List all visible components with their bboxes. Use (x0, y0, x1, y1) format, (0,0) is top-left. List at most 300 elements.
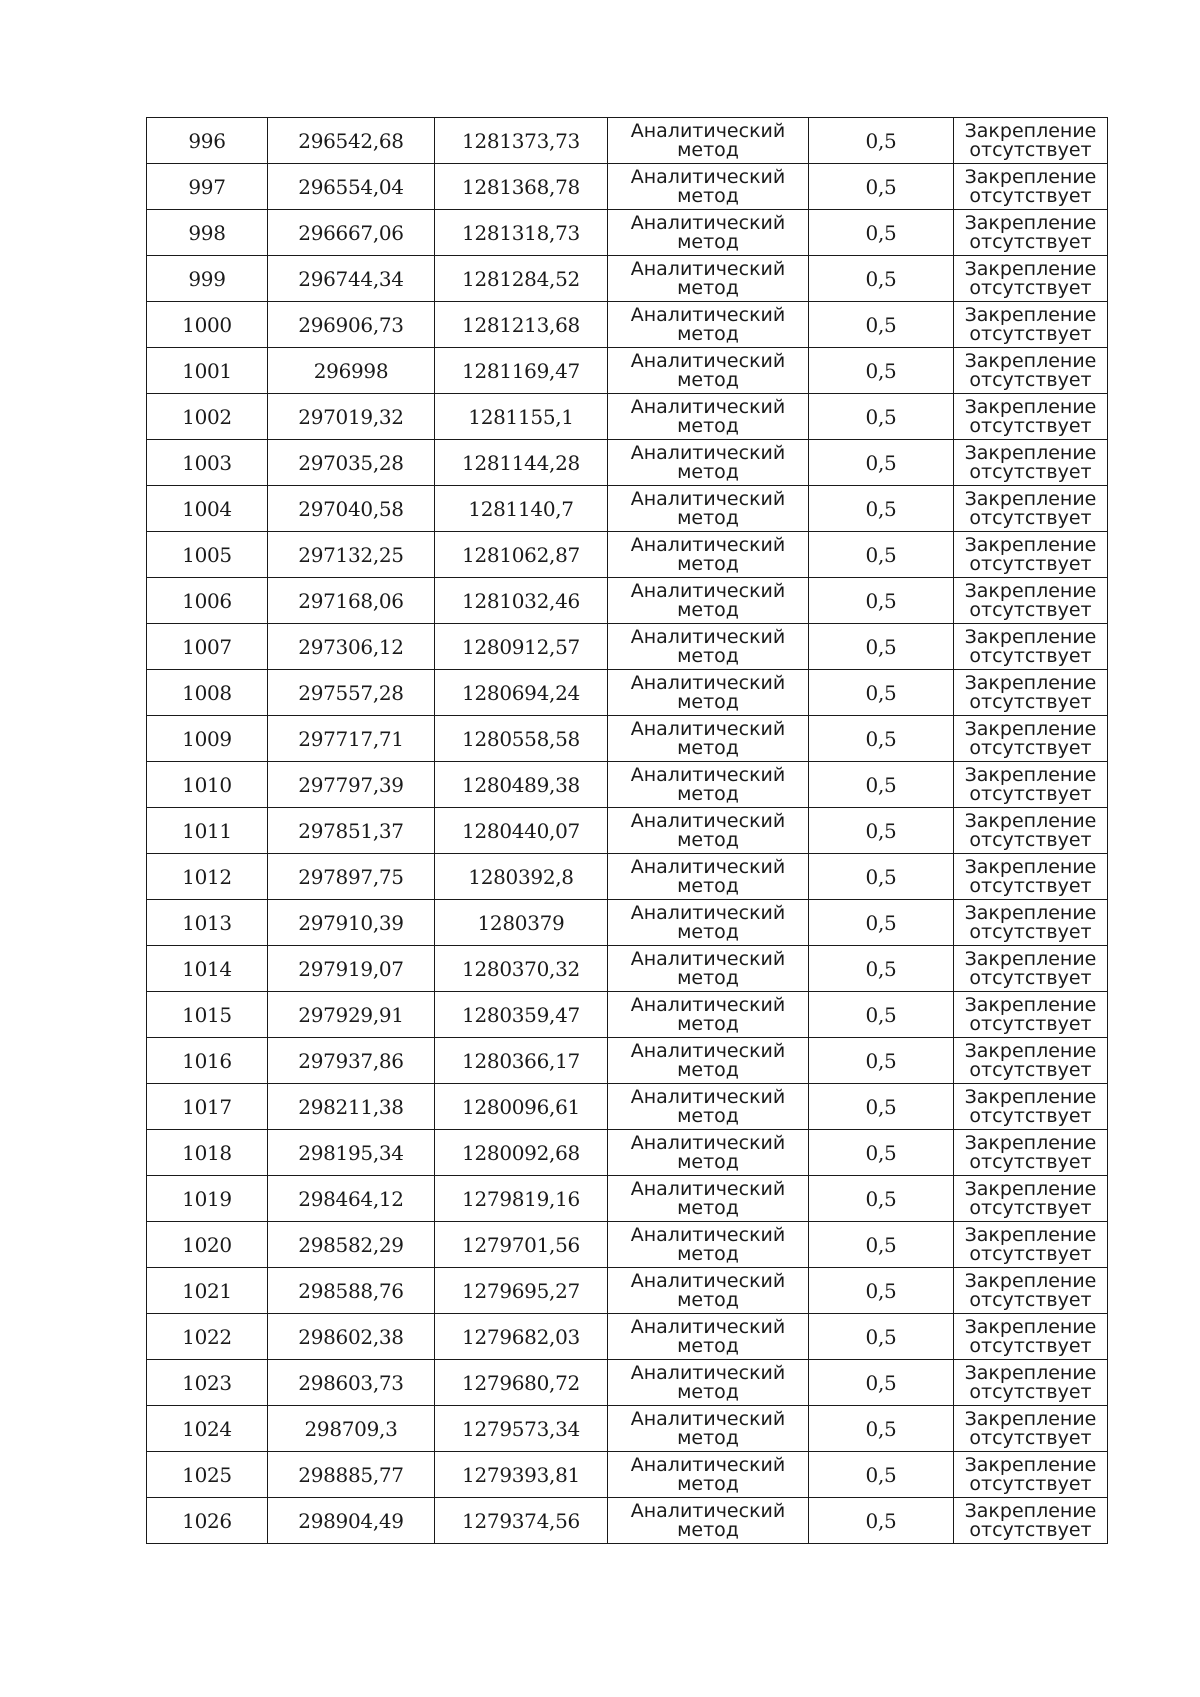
table-row (147, 946, 1108, 992)
fixing-cell (954, 164, 1108, 210)
method-line-1: Аналитический (630, 395, 786, 418)
fixing-cell (954, 118, 1108, 164)
accuracy-cell: 0,5 (809, 302, 954, 348)
point-number-cell: 1023 (147, 1360, 268, 1406)
table-row (147, 1084, 1108, 1130)
point-number-cell: 1021 (147, 1268, 268, 1314)
point-number-cell: 997 (147, 164, 268, 210)
point-number-cell: 1002 (147, 394, 268, 440)
fixing-line-2: отсутствует (969, 1288, 1092, 1311)
method-line-1: Аналитический (630, 119, 786, 142)
point-number-cell: 996 (147, 118, 268, 164)
fixing-line-2: отсутствует (969, 414, 1092, 437)
method-line-2: метод (677, 1104, 739, 1127)
point-number-cell: 1006 (147, 578, 268, 624)
method-cell (608, 256, 809, 302)
method-cell (608, 670, 809, 716)
fixing-line-2: отсутствует (969, 138, 1092, 161)
point-number-cell: 1004 (147, 486, 268, 532)
table-row (147, 532, 1108, 578)
method-line-1: Аналитический (630, 1039, 786, 1062)
y-coordinate-cell: 1280366,17 (435, 1038, 608, 1084)
x-coordinate-cell: 297919,07 (268, 946, 435, 992)
accuracy-cell: 0,5 (809, 992, 954, 1038)
x-coordinate-cell: 296542,68 (268, 118, 435, 164)
method-line-1: Аналитический (630, 487, 786, 510)
fixing-line-1: Закрепление (964, 625, 1097, 648)
fixing-line-2: отсутствует (969, 828, 1092, 851)
fixing-line-1: Закрепление (964, 487, 1097, 510)
fixing-line-1: Закрепление (964, 1177, 1097, 1200)
method-cell (608, 486, 809, 532)
fixing-cell (954, 762, 1108, 808)
fixing-line-1: Закрепление (964, 349, 1097, 372)
x-coordinate-cell: 297306,12 (268, 624, 435, 670)
method-line-2: метод (677, 644, 739, 667)
x-coordinate-cell: 298211,38 (268, 1084, 435, 1130)
fixing-line-2: отсутствует (969, 1104, 1092, 1127)
fixing-cell (954, 578, 1108, 624)
fixing-line-2: отсутствует (969, 230, 1092, 253)
fixing-cell (954, 808, 1108, 854)
point-number-cell: 1026 (147, 1498, 268, 1544)
fixing-line-1: Закрепление (964, 1269, 1097, 1292)
fixing-line-1: Закрепление (964, 717, 1097, 740)
method-line-2: метод (677, 1288, 739, 1311)
fixing-line-2: отсутствует (969, 460, 1092, 483)
point-number-cell: 1024 (147, 1406, 268, 1452)
method-cell (608, 992, 809, 1038)
point-number-cell: 1015 (147, 992, 268, 1038)
y-coordinate-cell: 1279701,56 (435, 1222, 608, 1268)
fixing-line-1: Закрепление (964, 1453, 1097, 1476)
table-row (147, 210, 1108, 256)
fixing-line-2: отсутствует (969, 644, 1092, 667)
point-number-cell: 1018 (147, 1130, 268, 1176)
accuracy-cell: 0,5 (809, 210, 954, 256)
x-coordinate-cell: 296667,06 (268, 210, 435, 256)
table-row (147, 256, 1108, 302)
fixing-line-1: Закрепление (964, 1315, 1097, 1338)
fixing-line-2: отсутствует (969, 874, 1092, 897)
y-coordinate-cell: 1280558,58 (435, 716, 608, 762)
x-coordinate-cell: 297557,28 (268, 670, 435, 716)
table-row (147, 348, 1108, 394)
point-number-cell: 1012 (147, 854, 268, 900)
table-row (147, 164, 1108, 210)
method-line-2: метод (677, 736, 739, 759)
x-coordinate-cell: 297851,37 (268, 808, 435, 854)
x-coordinate-cell: 297910,39 (268, 900, 435, 946)
fixing-line-1: Закрепление (964, 993, 1097, 1016)
accuracy-cell: 0,5 (809, 1084, 954, 1130)
x-coordinate-cell: 296906,73 (268, 302, 435, 348)
method-line-2: метод (677, 1472, 739, 1495)
fixing-cell (954, 302, 1108, 348)
method-cell (608, 624, 809, 670)
fixing-cell (954, 1314, 1108, 1360)
method-cell (608, 716, 809, 762)
x-coordinate-cell: 297929,91 (268, 992, 435, 1038)
method-line-2: метод (677, 966, 739, 989)
fixing-line-1: Закрепление (964, 441, 1097, 464)
y-coordinate-cell: 1279819,16 (435, 1176, 608, 1222)
method-line-1: Аналитический (630, 1269, 786, 1292)
y-coordinate-cell: 1280379 (435, 900, 608, 946)
method-line-1: Аналитический (630, 947, 786, 970)
table-row (147, 1360, 1108, 1406)
table-row (147, 900, 1108, 946)
accuracy-cell: 0,5 (809, 946, 954, 992)
y-coordinate-cell: 1281169,47 (435, 348, 608, 394)
fixing-line-2: отсутствует (969, 1334, 1092, 1357)
x-coordinate-cell: 298885,77 (268, 1452, 435, 1498)
accuracy-cell: 0,5 (809, 1222, 954, 1268)
method-line-1: Аналитический (630, 303, 786, 326)
y-coordinate-cell: 1281373,73 (435, 118, 608, 164)
method-cell (608, 1038, 809, 1084)
table-row (147, 992, 1108, 1038)
fixing-line-2: отсутствует (969, 276, 1092, 299)
table-row (147, 624, 1108, 670)
fixing-line-2: отсутствует (969, 782, 1092, 805)
y-coordinate-cell: 1280489,38 (435, 762, 608, 808)
y-coordinate-cell: 1280912,57 (435, 624, 608, 670)
table-row (147, 394, 1108, 440)
method-line-1: Аналитический (630, 671, 786, 694)
accuracy-cell: 0,5 (809, 578, 954, 624)
point-number-cell: 1022 (147, 1314, 268, 1360)
fixing-cell (954, 394, 1108, 440)
y-coordinate-cell: 1280092,68 (435, 1130, 608, 1176)
method-cell (608, 1406, 809, 1452)
fixing-cell (954, 624, 1108, 670)
method-cell (608, 394, 809, 440)
accuracy-cell: 0,5 (809, 716, 954, 762)
accuracy-cell: 0,5 (809, 624, 954, 670)
fixing-line-2: отсутствует (969, 1196, 1092, 1219)
fixing-cell (954, 854, 1108, 900)
method-line-1: Аналитический (630, 441, 786, 464)
fixing-line-1: Закрепление (964, 1085, 1097, 1108)
y-coordinate-cell: 1281213,68 (435, 302, 608, 348)
fixing-line-1: Закрепление (964, 1131, 1097, 1154)
table-row (147, 118, 1108, 164)
point-number-cell: 1007 (147, 624, 268, 670)
y-coordinate-cell: 1280370,32 (435, 946, 608, 992)
method-cell (608, 1176, 809, 1222)
method-line-1: Аналитический (630, 625, 786, 648)
y-coordinate-cell: 1279374,56 (435, 1498, 608, 1544)
method-line-2: метод (677, 874, 739, 897)
method-cell (608, 1084, 809, 1130)
accuracy-cell: 0,5 (809, 1130, 954, 1176)
method-cell (608, 532, 809, 578)
fixing-cell (954, 716, 1108, 762)
fixing-line-1: Закрепление (964, 671, 1097, 694)
method-line-2: метод (677, 138, 739, 161)
x-coordinate-cell: 298709,3 (268, 1406, 435, 1452)
method-line-1: Аналитический (630, 1499, 786, 1522)
x-coordinate-cell: 296554,04 (268, 164, 435, 210)
point-number-cell: 1025 (147, 1452, 268, 1498)
x-coordinate-cell: 297717,71 (268, 716, 435, 762)
point-number-cell: 999 (147, 256, 268, 302)
x-coordinate-cell: 297132,25 (268, 532, 435, 578)
accuracy-cell: 0,5 (809, 670, 954, 716)
table-row (147, 302, 1108, 348)
accuracy-cell: 0,5 (809, 440, 954, 486)
method-cell (608, 440, 809, 486)
fixing-cell (954, 532, 1108, 578)
x-coordinate-cell: 297019,32 (268, 394, 435, 440)
fixing-line-1: Закрепление (964, 579, 1097, 602)
method-line-2: метод (677, 598, 739, 621)
x-coordinate-cell: 297797,39 (268, 762, 435, 808)
method-line-1: Аналитический (630, 1131, 786, 1154)
method-line-2: метод (677, 460, 739, 483)
fixing-cell (954, 348, 1108, 394)
method-line-2: метод (677, 1334, 739, 1357)
point-number-cell: 1016 (147, 1038, 268, 1084)
method-line-1: Аналитический (630, 1223, 786, 1246)
x-coordinate-cell: 298464,12 (268, 1176, 435, 1222)
method-line-2: метод (677, 230, 739, 253)
x-coordinate-cell: 298195,34 (268, 1130, 435, 1176)
accuracy-cell: 0,5 (809, 394, 954, 440)
point-number-cell: 1019 (147, 1176, 268, 1222)
fixing-line-1: Закрепление (964, 809, 1097, 832)
y-coordinate-cell: 1281284,52 (435, 256, 608, 302)
fixing-line-2: отсутствует (969, 1380, 1092, 1403)
fixing-cell (954, 1360, 1108, 1406)
point-number-cell: 1005 (147, 532, 268, 578)
x-coordinate-cell: 298603,73 (268, 1360, 435, 1406)
y-coordinate-cell: 1280096,61 (435, 1084, 608, 1130)
accuracy-cell: 0,5 (809, 164, 954, 210)
method-cell (608, 1222, 809, 1268)
table-row (147, 1130, 1108, 1176)
accuracy-cell: 0,5 (809, 118, 954, 164)
fixing-line-2: отсутствует (969, 1150, 1092, 1173)
x-coordinate-cell: 296998 (268, 348, 435, 394)
y-coordinate-cell: 1280694,24 (435, 670, 608, 716)
method-cell (608, 348, 809, 394)
x-coordinate-cell: 296744,34 (268, 256, 435, 302)
fixing-line-1: Закрепление (964, 1499, 1097, 1522)
accuracy-cell: 0,5 (809, 1360, 954, 1406)
y-coordinate-cell: 1280359,47 (435, 992, 608, 1038)
fixing-line-2: отсутствует (969, 1058, 1092, 1081)
accuracy-cell: 0,5 (809, 1038, 954, 1084)
method-line-1: Аналитический (630, 1453, 786, 1476)
fixing-cell (954, 1268, 1108, 1314)
fixing-cell (954, 1452, 1108, 1498)
accuracy-cell: 0,5 (809, 1406, 954, 1452)
x-coordinate-cell: 298588,76 (268, 1268, 435, 1314)
accuracy-cell: 0,5 (809, 256, 954, 302)
method-cell (608, 1498, 809, 1544)
method-line-2: метод (677, 782, 739, 805)
fixing-cell (954, 1498, 1108, 1544)
fixing-cell (954, 992, 1108, 1038)
method-line-1: Аналитический (630, 809, 786, 832)
x-coordinate-cell: 297897,75 (268, 854, 435, 900)
fixing-line-2: отсутствует (969, 322, 1092, 345)
method-line-2: метод (677, 322, 739, 345)
fixing-cell (954, 1222, 1108, 1268)
point-number-cell: 1008 (147, 670, 268, 716)
fixing-cell (954, 210, 1108, 256)
fixing-cell (954, 670, 1108, 716)
method-line-2: метод (677, 414, 739, 437)
fixing-cell (954, 1130, 1108, 1176)
method-line-2: метод (677, 920, 739, 943)
fixing-cell (954, 1176, 1108, 1222)
x-coordinate-cell: 298582,29 (268, 1222, 435, 1268)
y-coordinate-cell: 1281368,78 (435, 164, 608, 210)
method-line-1: Аналитический (630, 717, 786, 740)
y-coordinate-cell: 1281140,7 (435, 486, 608, 532)
method-line-1: Аналитический (630, 855, 786, 878)
method-cell (608, 808, 809, 854)
accuracy-cell: 0,5 (809, 532, 954, 578)
fixing-cell (954, 256, 1108, 302)
method-line-2: метод (677, 828, 739, 851)
x-coordinate-cell: 297168,06 (268, 578, 435, 624)
accuracy-cell: 0,5 (809, 1498, 954, 1544)
fixing-cell (954, 1406, 1108, 1452)
method-line-1: Аналитический (630, 349, 786, 372)
accuracy-cell: 0,5 (809, 808, 954, 854)
table-row (147, 762, 1108, 808)
table-row (147, 1498, 1108, 1544)
method-line-1: Аналитический (630, 579, 786, 602)
fixing-line-1: Закрепление (964, 901, 1097, 924)
method-line-2: метод (677, 1426, 739, 1449)
fixing-line-1: Закрепление (964, 1361, 1097, 1384)
fixing-line-2: отсутствует (969, 1426, 1092, 1449)
y-coordinate-cell: 1279680,72 (435, 1360, 608, 1406)
accuracy-cell: 0,5 (809, 1452, 954, 1498)
fixing-line-2: отсутствует (969, 1012, 1092, 1035)
fixing-line-1: Закрепление (964, 947, 1097, 970)
fixing-line-2: отсутствует (969, 690, 1092, 713)
fixing-line-1: Закрепление (964, 1039, 1097, 1062)
table-row (147, 440, 1108, 486)
method-cell (608, 1130, 809, 1176)
point-number-cell: 1000 (147, 302, 268, 348)
coordinates-table (146, 117, 1108, 1544)
fixing-cell (954, 1038, 1108, 1084)
method-line-2: метод (677, 1196, 739, 1219)
fixing-line-1: Закрепление (964, 303, 1097, 326)
accuracy-cell: 0,5 (809, 1176, 954, 1222)
method-line-2: метод (677, 1150, 739, 1173)
fixing-line-2: отсутствует (969, 1242, 1092, 1265)
table-row (147, 1222, 1108, 1268)
fixing-line-1: Закрепление (964, 257, 1097, 280)
fixing-line-2: отсутствует (969, 736, 1092, 759)
method-cell (608, 854, 809, 900)
method-cell (608, 210, 809, 256)
fixing-line-1: Закрепление (964, 165, 1097, 188)
fixing-line-2: отсутствует (969, 966, 1092, 989)
table-row (147, 1452, 1108, 1498)
x-coordinate-cell: 297040,58 (268, 486, 435, 532)
y-coordinate-cell: 1281155,1 (435, 394, 608, 440)
point-number-cell: 1009 (147, 716, 268, 762)
point-number-cell: 1001 (147, 348, 268, 394)
y-coordinate-cell: 1279573,34 (435, 1406, 608, 1452)
method-line-1: Аналитический (630, 763, 786, 786)
method-line-2: метод (677, 1058, 739, 1081)
fixing-line-1: Закрепление (964, 211, 1097, 234)
y-coordinate-cell: 1280440,07 (435, 808, 608, 854)
accuracy-cell: 0,5 (809, 1268, 954, 1314)
method-line-1: Аналитический (630, 533, 786, 556)
point-number-cell: 1017 (147, 1084, 268, 1130)
x-coordinate-cell: 297937,86 (268, 1038, 435, 1084)
y-coordinate-cell: 1280392,8 (435, 854, 608, 900)
fixing-line-2: отсутствует (969, 552, 1092, 575)
table-row (147, 578, 1108, 624)
point-number-cell: 1010 (147, 762, 268, 808)
method-line-2: метод (677, 1518, 739, 1541)
method-cell (608, 164, 809, 210)
fixing-line-2: отсутствует (969, 1472, 1092, 1495)
method-cell (608, 946, 809, 992)
point-number-cell: 1011 (147, 808, 268, 854)
method-cell (608, 578, 809, 624)
method-line-1: Аналитический (630, 993, 786, 1016)
method-line-2: метод (677, 368, 739, 391)
method-line-2: метод (677, 184, 739, 207)
fixing-line-1: Закрепление (964, 533, 1097, 556)
table-row (147, 1268, 1108, 1314)
method-line-1: Аналитический (630, 211, 786, 234)
method-cell (608, 1314, 809, 1360)
method-line-2: метод (677, 552, 739, 575)
method-line-2: метод (677, 1012, 739, 1035)
point-number-cell: 1014 (147, 946, 268, 992)
method-cell (608, 900, 809, 946)
fixing-line-2: отсутствует (969, 184, 1092, 207)
fixing-cell (954, 900, 1108, 946)
method-line-2: метод (677, 506, 739, 529)
y-coordinate-cell: 1279682,03 (435, 1314, 608, 1360)
point-number-cell: 1020 (147, 1222, 268, 1268)
x-coordinate-cell: 298602,38 (268, 1314, 435, 1360)
y-coordinate-cell: 1281144,28 (435, 440, 608, 486)
method-line-2: метод (677, 690, 739, 713)
method-cell (608, 1360, 809, 1406)
accuracy-cell: 0,5 (809, 1314, 954, 1360)
accuracy-cell: 0,5 (809, 854, 954, 900)
fixing-line-2: отсутствует (969, 368, 1092, 391)
fixing-line-1: Закрепление (964, 855, 1097, 878)
fixing-line-1: Закрепление (964, 1407, 1097, 1430)
y-coordinate-cell: 1281062,87 (435, 532, 608, 578)
table-row (147, 716, 1108, 762)
method-line-1: Аналитический (630, 1085, 786, 1108)
table-row (147, 1406, 1108, 1452)
table-row (147, 808, 1108, 854)
fixing-cell (954, 440, 1108, 486)
fixing-cell (954, 1084, 1108, 1130)
method-cell (608, 118, 809, 164)
fixing-cell (954, 946, 1108, 992)
